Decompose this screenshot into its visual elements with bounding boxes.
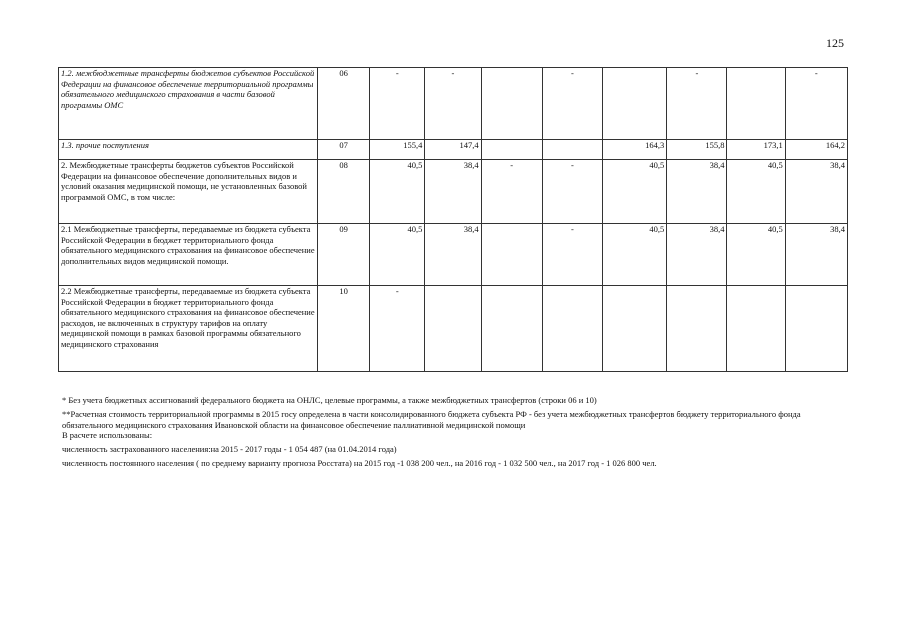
value-cell <box>667 286 727 372</box>
value-cell: 38,4 <box>425 224 481 286</box>
value-cell: 38,4 <box>667 224 727 286</box>
row-label: 2.1 Межбюджетные трансферты, передаваемые из бюджета субъекта Российской Федерации в бюджет территориального фонда обязательного медицинского страхования на финансовое обеспечение дополнительных видов медицинской помощи. <box>59 224 318 286</box>
row-label: 1.2. межбюджетные трансферты бюджетов субъектов Российской Федерации на финансовое обеспечение территориальной программы обязательного медицинского страхования в части базовой программы ОМС <box>59 68 318 140</box>
value-cell: - <box>425 68 481 140</box>
value-cell: - <box>370 286 425 372</box>
value-cell <box>481 140 542 160</box>
value-cell: 38,4 <box>667 160 727 224</box>
value-cell <box>542 140 602 160</box>
value-cell <box>727 286 785 372</box>
insured-population: численность застрахованного населения:на 2015 - 2017 годы - 1 054 487 (на 01.04.2014 года) <box>62 444 397 455</box>
value-cell <box>727 68 785 140</box>
value-cell <box>785 286 847 372</box>
table-row <box>59 224 848 286</box>
value-cell: 40,5 <box>727 160 785 224</box>
row-label: 2.2 Межбюджетные трансферты, передаваемые из бюджета субъекта Российской Федерации в бюджет территориального фонда обязательного медицинского страхования на финансовое обеспечение расходов, не включенных в структуру тарифов на оплату медицинской помощи в рамках базовой программы обязательного медицинского страхования <box>59 286 318 372</box>
permanent-population: численность постоянного населения ( по среднему варианту прогноза Росстата) на 2015 год -1 038 200 чел., на 2016 год - 1 032 500 чел., на 2017 год - 1 026 800 чел. <box>62 457 657 468</box>
value-cell: - <box>542 224 602 286</box>
value-cell <box>481 286 542 372</box>
value-cell: 173,1 <box>727 140 785 160</box>
value-cell: 40,5 <box>603 224 667 286</box>
row-code: 08 <box>317 160 369 224</box>
value-cell: 164,3 <box>603 140 667 160</box>
table-row <box>59 68 848 140</box>
value-cell: 38,4 <box>785 160 847 224</box>
value-cell: - <box>481 160 542 224</box>
value-cell: 38,4 <box>785 224 847 286</box>
table-row <box>59 140 848 160</box>
page-number: 125 <box>826 36 844 50</box>
row-code: 10 <box>317 286 369 372</box>
row-code: 06 <box>317 68 369 140</box>
value-cell: 40,5 <box>370 160 425 224</box>
value-cell <box>425 286 481 372</box>
table-row <box>59 286 848 372</box>
value-cell: 40,5 <box>603 160 667 224</box>
value-cell: - <box>785 68 847 140</box>
value-cell: - <box>542 68 602 140</box>
footnote-2: **Расчетная стоимость территориальной программы в 2015 госу определена в части консолидированного бюджета субъекта РФ - без учета межбюджетных трансфертов бюджету территориального фонда обязательного медицинского страхования Ивановской области на финансовое обеспечение паллиативной медицинской помощи <box>62 408 801 430</box>
row-label: 1.3. прочие поступления <box>59 140 318 160</box>
footnote-1: * Без учета бюджетных ассигнований федерального бюджета на ОНЛС, целевые программы, а также межбюджетных трансфертов (строки 06 и 10) <box>62 395 597 405</box>
value-cell <box>603 68 667 140</box>
value-cell <box>481 224 542 286</box>
value-cell: 40,5 <box>727 224 785 286</box>
value-cell: 38,4 <box>425 160 481 224</box>
value-cell <box>542 286 602 372</box>
table-row <box>59 160 848 224</box>
used-heading: В расчете использованы: <box>62 430 153 441</box>
row-label: 2. Межбюджетные трансферты бюджетов субъектов Российской Федерации на финансовое обеспечение дополнительных видов и условий оказания медицинской помощи, не установленных базовой программой ОМС, в том числе: <box>59 160 318 224</box>
value-cell: 147,4 <box>425 140 481 160</box>
row-code: 09 <box>317 224 369 286</box>
value-cell: - <box>542 160 602 224</box>
row-code: 07 <box>317 140 369 160</box>
value-cell <box>603 286 667 372</box>
value-cell: - <box>667 68 727 140</box>
footnotes <box>62 395 852 469</box>
budget-table <box>58 67 848 372</box>
value-cell: 40,5 <box>370 224 425 286</box>
value-cell: 155,4 <box>370 140 425 160</box>
value-cell: - <box>370 68 425 140</box>
value-cell <box>481 68 542 140</box>
value-cell: 164,2 <box>785 140 847 160</box>
value-cell: 155,8 <box>667 140 727 160</box>
